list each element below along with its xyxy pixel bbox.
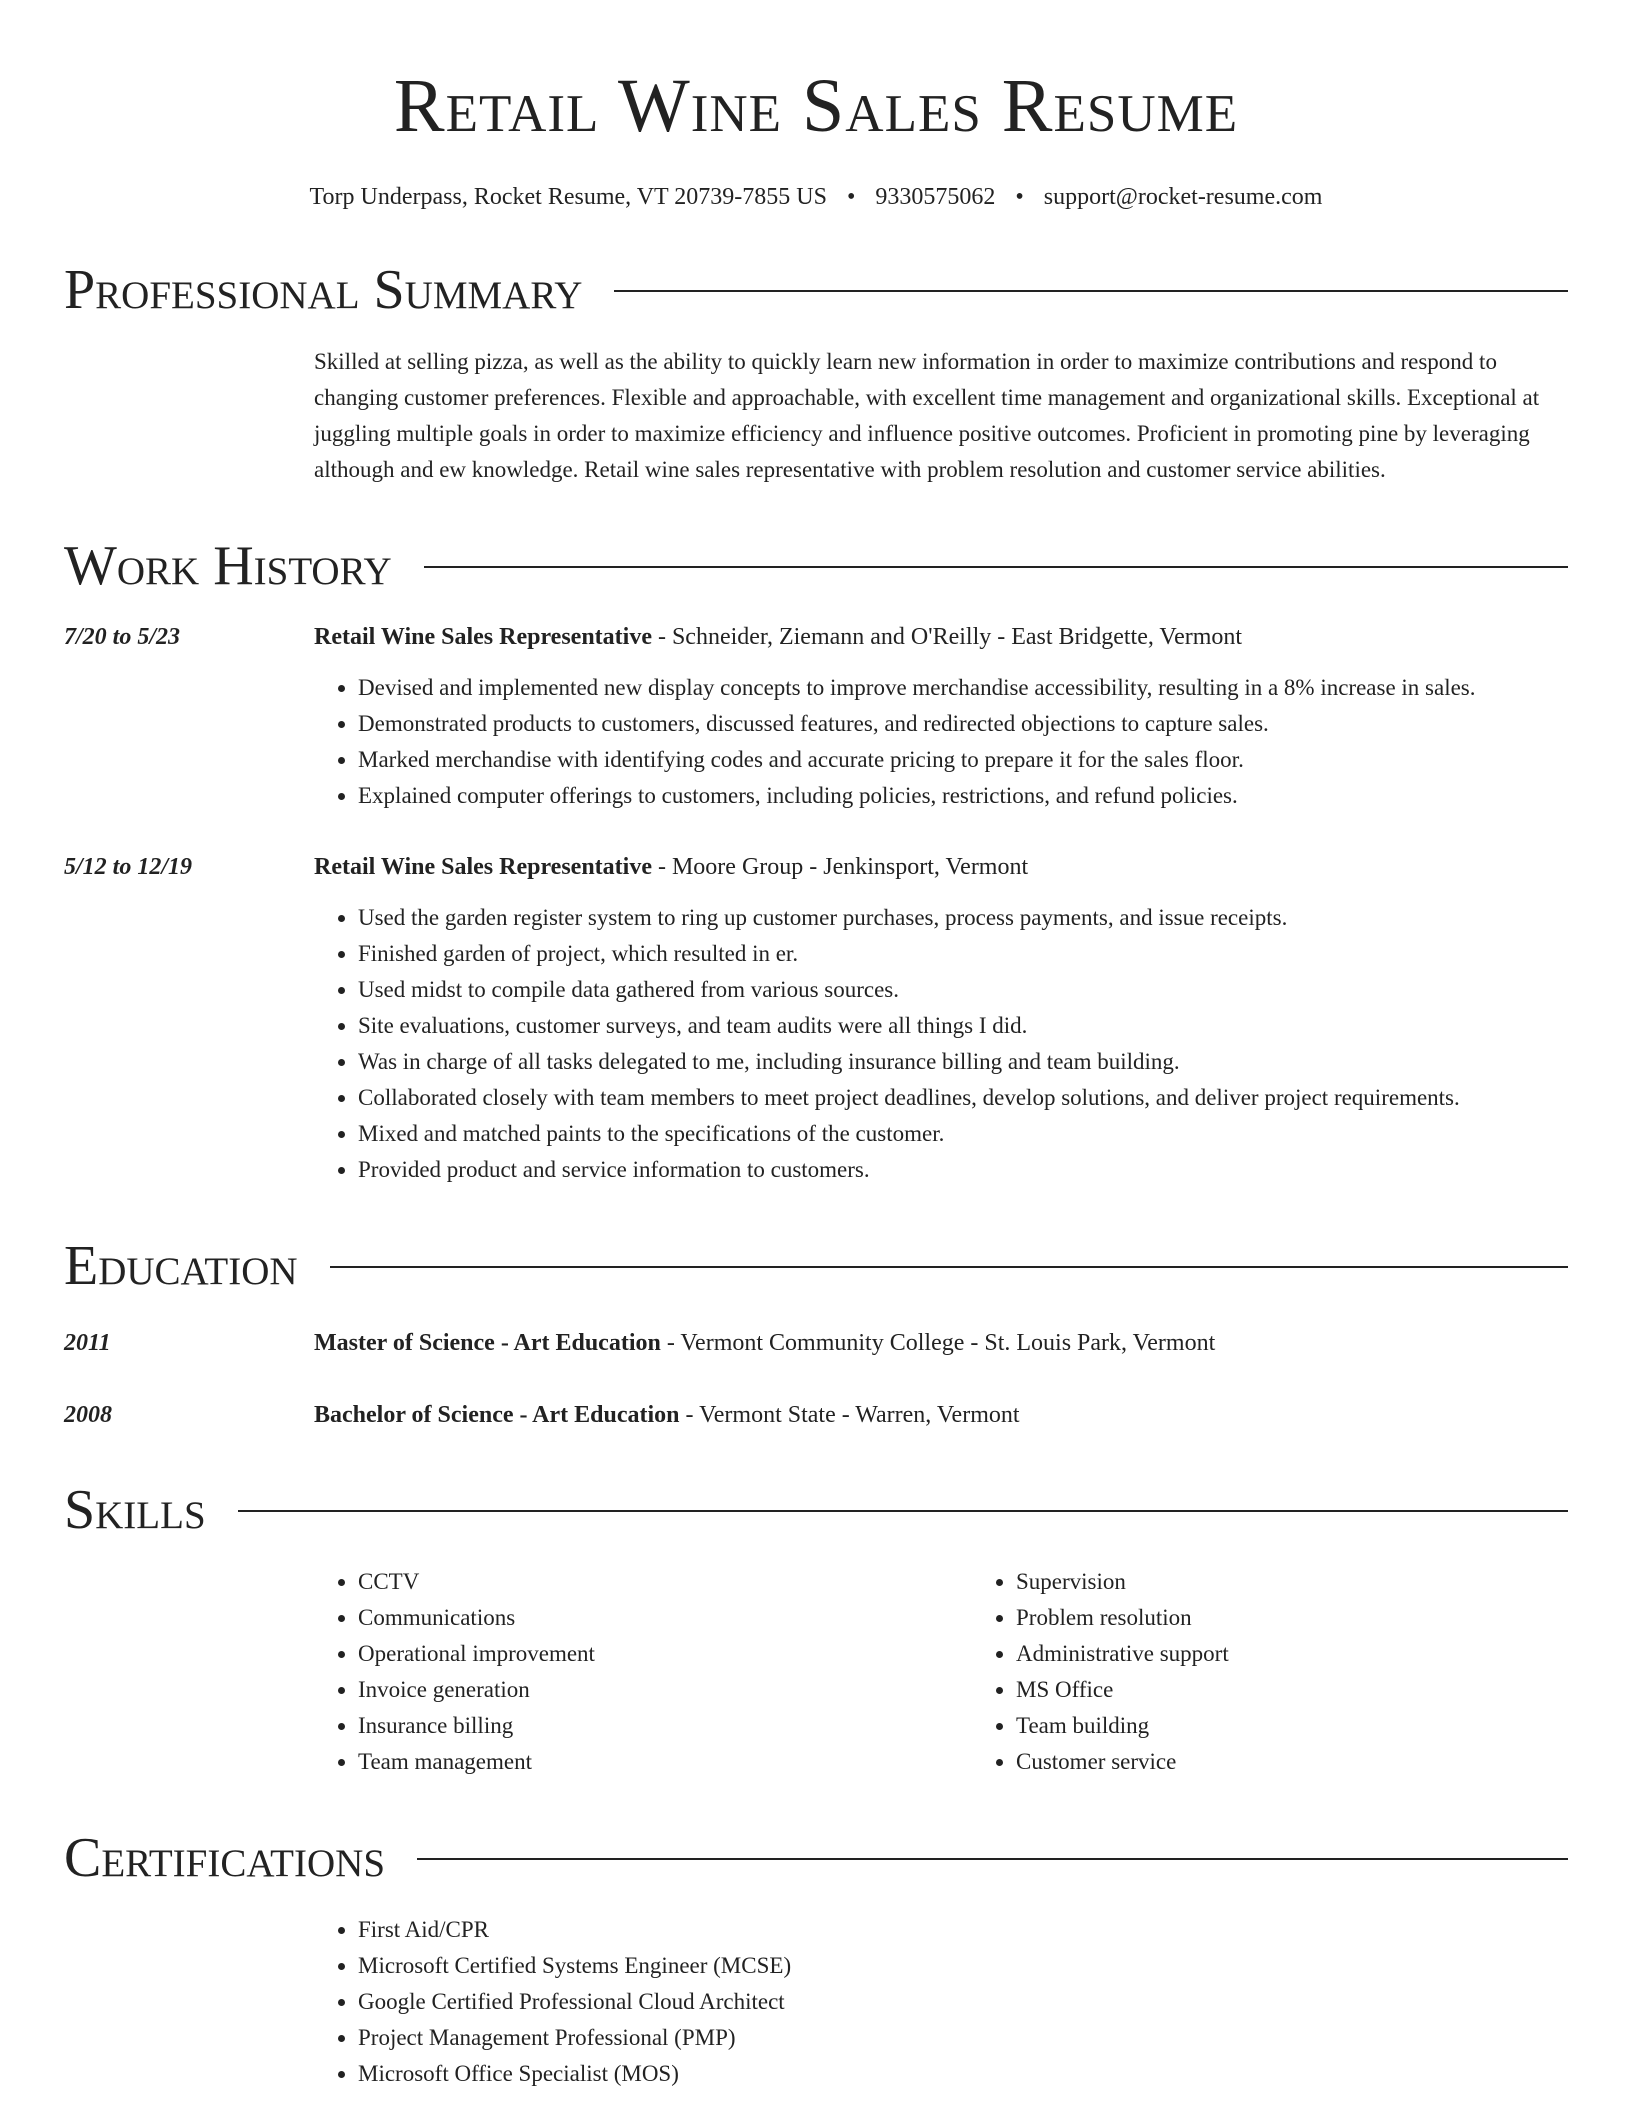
education-year: 2008 [64,1402,112,1428]
section-title: Professional Summary [64,259,583,321]
section-divider [330,1266,1568,1268]
list-item: • Invoice generation [358,1672,972,1708]
list-item: • Used midst to compile data gathered from various sources. [358,972,1568,1008]
education-info [314,1398,1020,1432]
job-title: Retail Wine Sales Representative [314,624,652,650]
list-item: • Demonstrated products to customers, discussed features, and redirected objections to capture sales. [358,706,1568,742]
skills-list [64,1564,1568,1780]
list-item: • Supervision [1016,1564,1516,1600]
education-info [314,1326,1215,1360]
job-details: - Moore Group - Jenkinsport, Vermont [651,854,1029,880]
list-item: • Microsoft Certified Systems Engineer (MCSE) [358,1948,1568,1984]
section-heading-summary [64,258,1568,322]
list-item: • Devised and implemented new display concepts to improve merchandise accessibility, resulting in a 8% increase in sales. [358,670,1568,706]
list-item: • Problem resolution [1016,1600,1516,1636]
list-item: • Mixed and matched paints to the specifications of the customer. [358,1116,1568,1152]
skills-column-1 [314,1564,972,1780]
list-item: • Explained computer offerings to customers, including policies, restrictions, and refund policies. [358,778,1568,814]
education-details: - Vermont State - Warren, Vermont [679,1402,1020,1428]
job-title: Retail Wine Sales Representative [314,854,652,880]
list-item: • Site evaluations, customer surveys, and team audits were all things I did. [358,1008,1568,1044]
list-item: • Marked merchandise with identifying codes and accurate pricing to prepare it for the sales floor. [358,742,1568,778]
list-item: • Team management [358,1744,972,1780]
list-item: • Team building [1016,1708,1516,1744]
job-entry [64,850,1568,1188]
list-item: • Administrative support [1016,1636,1516,1672]
list-item: • CCTV [358,1564,972,1600]
job-role [314,620,1242,654]
education-details: - Vermont Community College - St. Louis Park, Vermont [660,1330,1216,1356]
section-title: Education [64,1235,298,1297]
contact-separator: • [1015,184,1024,210]
section-divider [614,290,1568,292]
contact-phone: 9330575062 [875,184,996,210]
list-item: • Was in charge of all tasks delegated to me, including insurance billing and team building. [358,1044,1568,1080]
job-dates: 5/12 to 12/19 [64,854,193,880]
list-item: • Operational improvement [358,1636,972,1672]
section-title: Skills [64,1479,206,1541]
list-item: • Finished garden of project, which resulted in er. [358,936,1568,972]
certifications-list [64,1912,1568,2092]
job-dates: 7/20 to 5/23 [64,624,181,650]
certifications-items [314,1912,1568,2092]
list-item: • Insurance billing [358,1708,972,1744]
contact-email: support@rocket-resume.com [1043,184,1323,210]
summary-text: Skilled at selling pizza, as well as the ability to quickly learn new information in order to maximize contributions and respond to changing customer preferences. Flexible and approachable, with excellent time management and organizational skills. Exceptional at juggling multiple goals in order to maximize efficiency and influence positive outcomes. Proficient in promoting pine by leveraging although and ew knowledge. Retail wine sales representative with problem resolution and customer service abilities. [314,349,1540,482]
list-item: • Provided product and service information to customers. [358,1152,1568,1188]
contact-separator: • [846,184,856,210]
list-item: • Google Certified Professional Cloud Architect [358,1984,1568,2020]
education-degree: Bachelor of Science - Art Education [314,1402,680,1428]
section-divider [238,1510,1568,1512]
section-heading-work [64,534,1568,598]
job-header [64,850,1568,884]
section-heading-skills [64,1478,1568,1542]
resume-title: Retail Wine Sales Resume [393,64,1239,148]
education-degree: Master of Science - Art Education [314,1330,661,1356]
section-heading-certifications [64,1826,1568,1890]
education-entry [64,1398,1568,1432]
list-item: • Project Management Professional (PMP) [358,2020,1568,2056]
section-divider [424,566,1568,568]
skills-column-2 [972,1564,1516,1780]
job-bullets [314,670,1568,814]
job-entry [64,620,1568,814]
contact-line [64,182,1568,212]
section-heading-education [64,1234,1568,1298]
education-entry [64,1326,1568,1360]
list-item: • Used the garden register system to ring up customer purchases, process payments, and issue receipts. [358,900,1568,936]
list-item: • MS Office [1016,1672,1516,1708]
job-details: - Schneider, Ziemann and O'Reilly - East Bridgette, Vermont [651,624,1243,650]
list-item: • Customer service [1016,1744,1516,1780]
list-item: • First Aid/CPR [358,1912,1568,1948]
list-item: • Collaborated closely with team members to meet project deadlines, develop solutions, and deliver project requirements. [358,1080,1568,1116]
job-bullets [314,900,1568,1188]
list-item: • Communications [358,1600,972,1636]
section-title: Work History [64,535,392,597]
job-role [314,850,1028,884]
job-header [64,620,1568,654]
education-year: 2011 [64,1330,111,1356]
contact-address: Torp Underpass, Rocket Resume, VT 20739-7855 US [309,184,827,210]
section-divider [417,1858,1568,1860]
section-title: Certifications [64,1827,386,1889]
list-item: • Microsoft Office Specialist (MOS) [358,2056,1568,2092]
